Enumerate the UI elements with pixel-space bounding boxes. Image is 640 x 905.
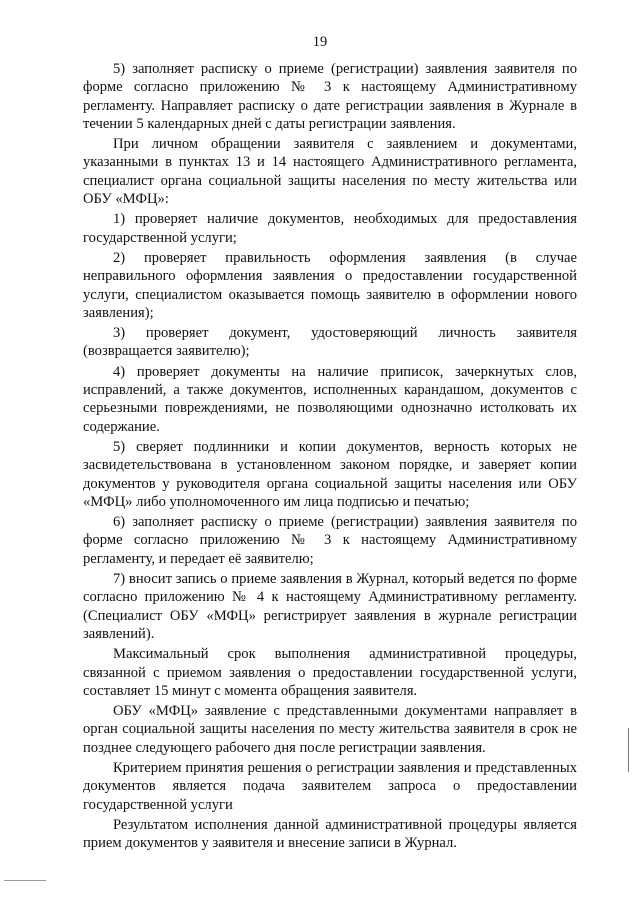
paragraph-procedure-result: Результатом исполнения данной административной процедуры является прием документов у заявителя и внесение записи в Журнал. (83, 816, 577, 852)
paragraph-mfc-forwarding: ОБУ «МФЦ» заявление с представленными документами направляет в орган социальной защиты населения по месту жительства заявителя в срок не позднее следующего рабочего дня после регистрации заявления. (83, 703, 577, 756)
paragraph-receipt-registration: 5) заполняет расписку о приеме (регистрации) заявления заявителя по форме согласно приложению № 3 к настоящему Административному регламенту. Направляет расписку о дате регистрации заявления в Журнале в течении 5 календарных дней с даты регистрации заявления. (83, 61, 577, 132)
paragraph-item-4: 4) проверяет документы на наличие приписок, зачеркнутых слов, исправлений, а также документов, исполненных карандашом, документов с серьезными повреждениями, не позволяющими однозначно истолковать их содержание. (83, 363, 577, 435)
paragraph-item-7: 7) вносит запись о приеме заявления в Журнал, который ведется по форме согласно приложению № 4 к настоящему Административному регламенту. (Специалист ОБУ «МФЦ» регистрирует заявления в журнале регистрации заявлений). (83, 571, 577, 642)
paragraph-item-5: 5) сверяет подлинники и копии документов, верность которых не засвидетельствована в установленном законом порядке, и заверяет копии документов у руководителя органа социальной защиты населения или ОБУ «МФЦ» либо уполномоченного им лица подписью и печатью; (83, 438, 577, 510)
paragraph-item-2: 2) проверяет правильность оформления заявления (в случае неправильного оформления заявления о предоставлении государственной услуги, специалистом оказывается помощь заявителю в оформлении нового заявления); (83, 249, 577, 321)
paragraph-item-6: 6) заполняет расписку о приеме (регистрации) заявления заявителя по форме согласно приложению № 3 к настоящему Административному регламенту, и передает её заявителю; (83, 514, 577, 567)
paragraph-decision-criterion: Критерием принятия решения о регистрации заявления и представленных документов является подача заявителем запроса о предоставлении государственной услуги (83, 759, 577, 813)
page-number: 19 (312, 34, 328, 50)
paragraph-item-3: 3) проверяет документ, удостоверяющий личность заявителя (возвращается заявителю); (83, 325, 577, 360)
paragraph-max-duration: Максимальный срок выполнения административной процедуры, связанной с приемом заявления о предоставлении государственной услуги, составляет 15 минут с момента обращения заявителя. (83, 646, 577, 699)
document-body (83, 60, 577, 854)
paragraph-personal-appeal: При личном обращении заявителя с заявлением и документами, указанными в пунктах 13 и 14 настоящего Административного регламента, специалист органа социальной защиты населения по месту жительства или ОБУ «МФЦ»: (83, 136, 577, 208)
scan-edge-mark (628, 728, 629, 772)
paragraph-item-1: 1) проверяет наличие документов, необходимых для предоставления государственной услуги; (83, 211, 577, 246)
scan-corner-mark (4, 880, 46, 881)
